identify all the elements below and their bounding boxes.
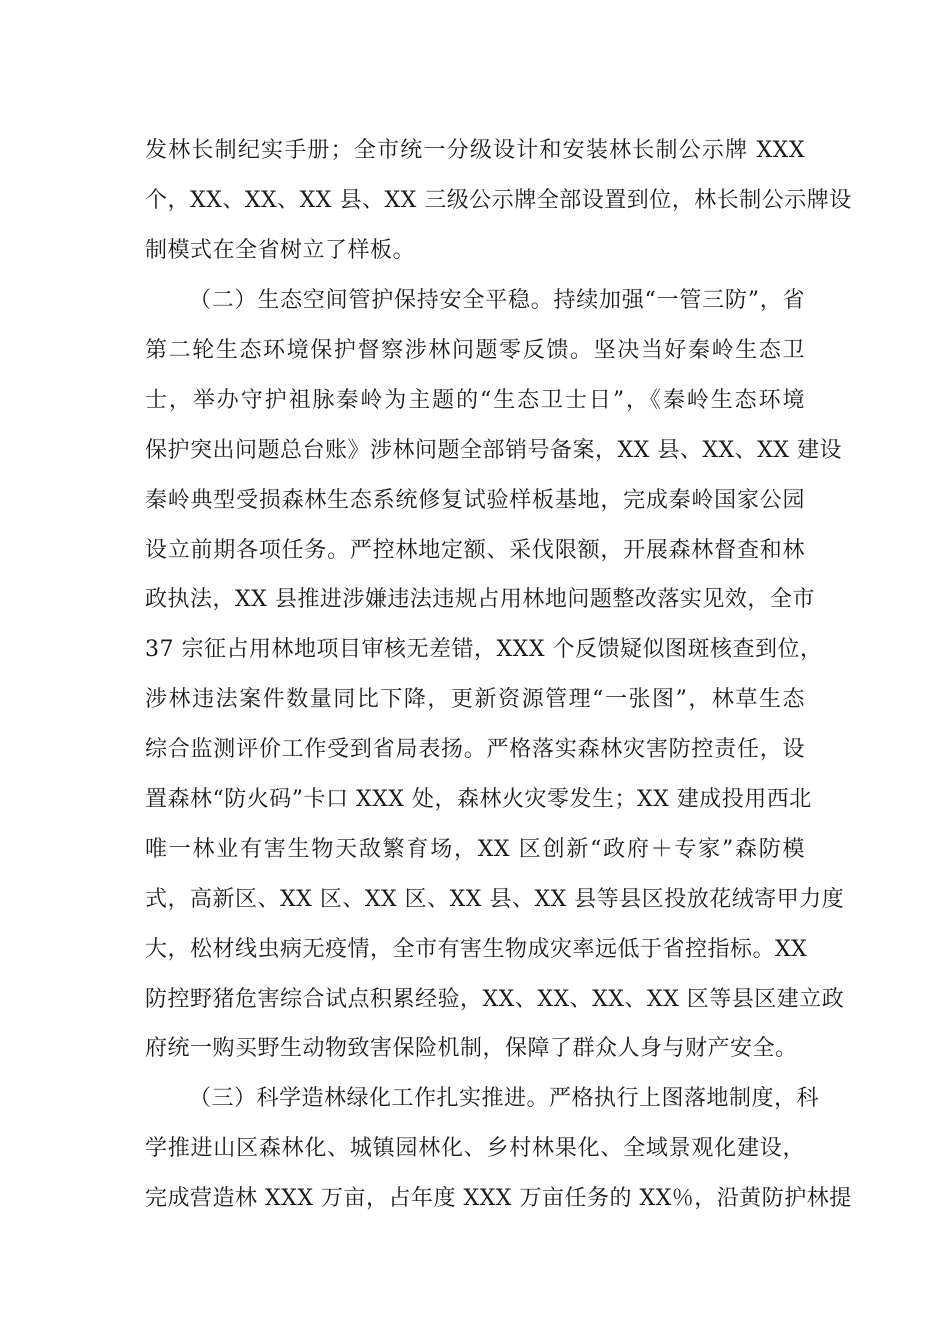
text-line: 唯一林业有害生物天敌繁育场，XX 区创新“政府＋专家”森防模 [145,837,805,862]
text-line: 保护突出问题总台账》涉林问题全部销号备案，XX 县、XX、XX 建设 [145,438,842,463]
text-line: 发林长制纪实手册；全市统一分级设计和安装林长制公示牌 XXX [145,138,805,163]
text-line: 大，松材线虫病无疫情，全市有害生物成灾率远低于省控指标。XX [145,937,808,962]
text-line: 第二轮生态环境保护督察涉林问题零反馈。坚决当好秦岭生态卫 [145,338,805,363]
text-line: 设立前期各项任务。严控林地定额、采伐限额，开展森林督查和林 [145,538,805,563]
text-line: 士，举办守护祖脉秦岭为主题的“生态卫士日”，《秦岭生态环境 [145,388,805,413]
text-line: 个，XX、XX、XX 县、XX 三级公示牌全部设置到位，林长制公示牌设 [145,188,852,213]
text-line: 37 宗征占用林地项目审核无差错，XXX 个反馈疑似图斑核查到位， [145,637,823,662]
text-line: 置森林“防火码”卡口 XXX 处，森林火灾零发生；XX 建成投用西北 [145,787,812,812]
text-line: 政执法，XX 县推进涉嫌违法违规占用林地问题整改落实见效，全市 [145,587,815,612]
text-line: 防控野猪危害综合试点积累经验，XX、XX、XX、XX 区等县区建立政 [145,987,845,1012]
paragraph-start-line: （三）科学造林绿化工作扎实推进。严格执行上图落地制度，科 [189,1086,820,1111]
text-line: 制模式在全省树立了样板。 [145,238,416,263]
text-line: 综合监测评价工作受到省局表扬。严格落实森林灾害防控责任，设 [145,737,805,762]
text-line: 学推进山区森林化、城镇园林化、乡村林果化、全域景观化建设， [145,1136,805,1161]
text-line: 完成营造林 XXX 万亩，占年度 XXX 万亩任务的 XX％，沿黄防护林提 [145,1186,852,1211]
text-line: 涉林违法案件数量同比下降，更新资源管理“一张图”，林草生态 [145,687,805,712]
paragraph-start-line: （二）生态空间管护保持安全平稳。持续加强“一管三防”，省 [189,288,805,313]
text-line: 秦岭典型受损森林生态系统修复试验样板基地，完成秦岭国家公园 [145,488,805,513]
text-line: 府统一购买野生动物致害保险机制，保障了群众人身与财产安全。 [145,1036,798,1061]
text-line: 式，高新区、XX 区、XX 区、XX 县、XX 县等县区投放花绒寄甲力度 [145,887,845,912]
